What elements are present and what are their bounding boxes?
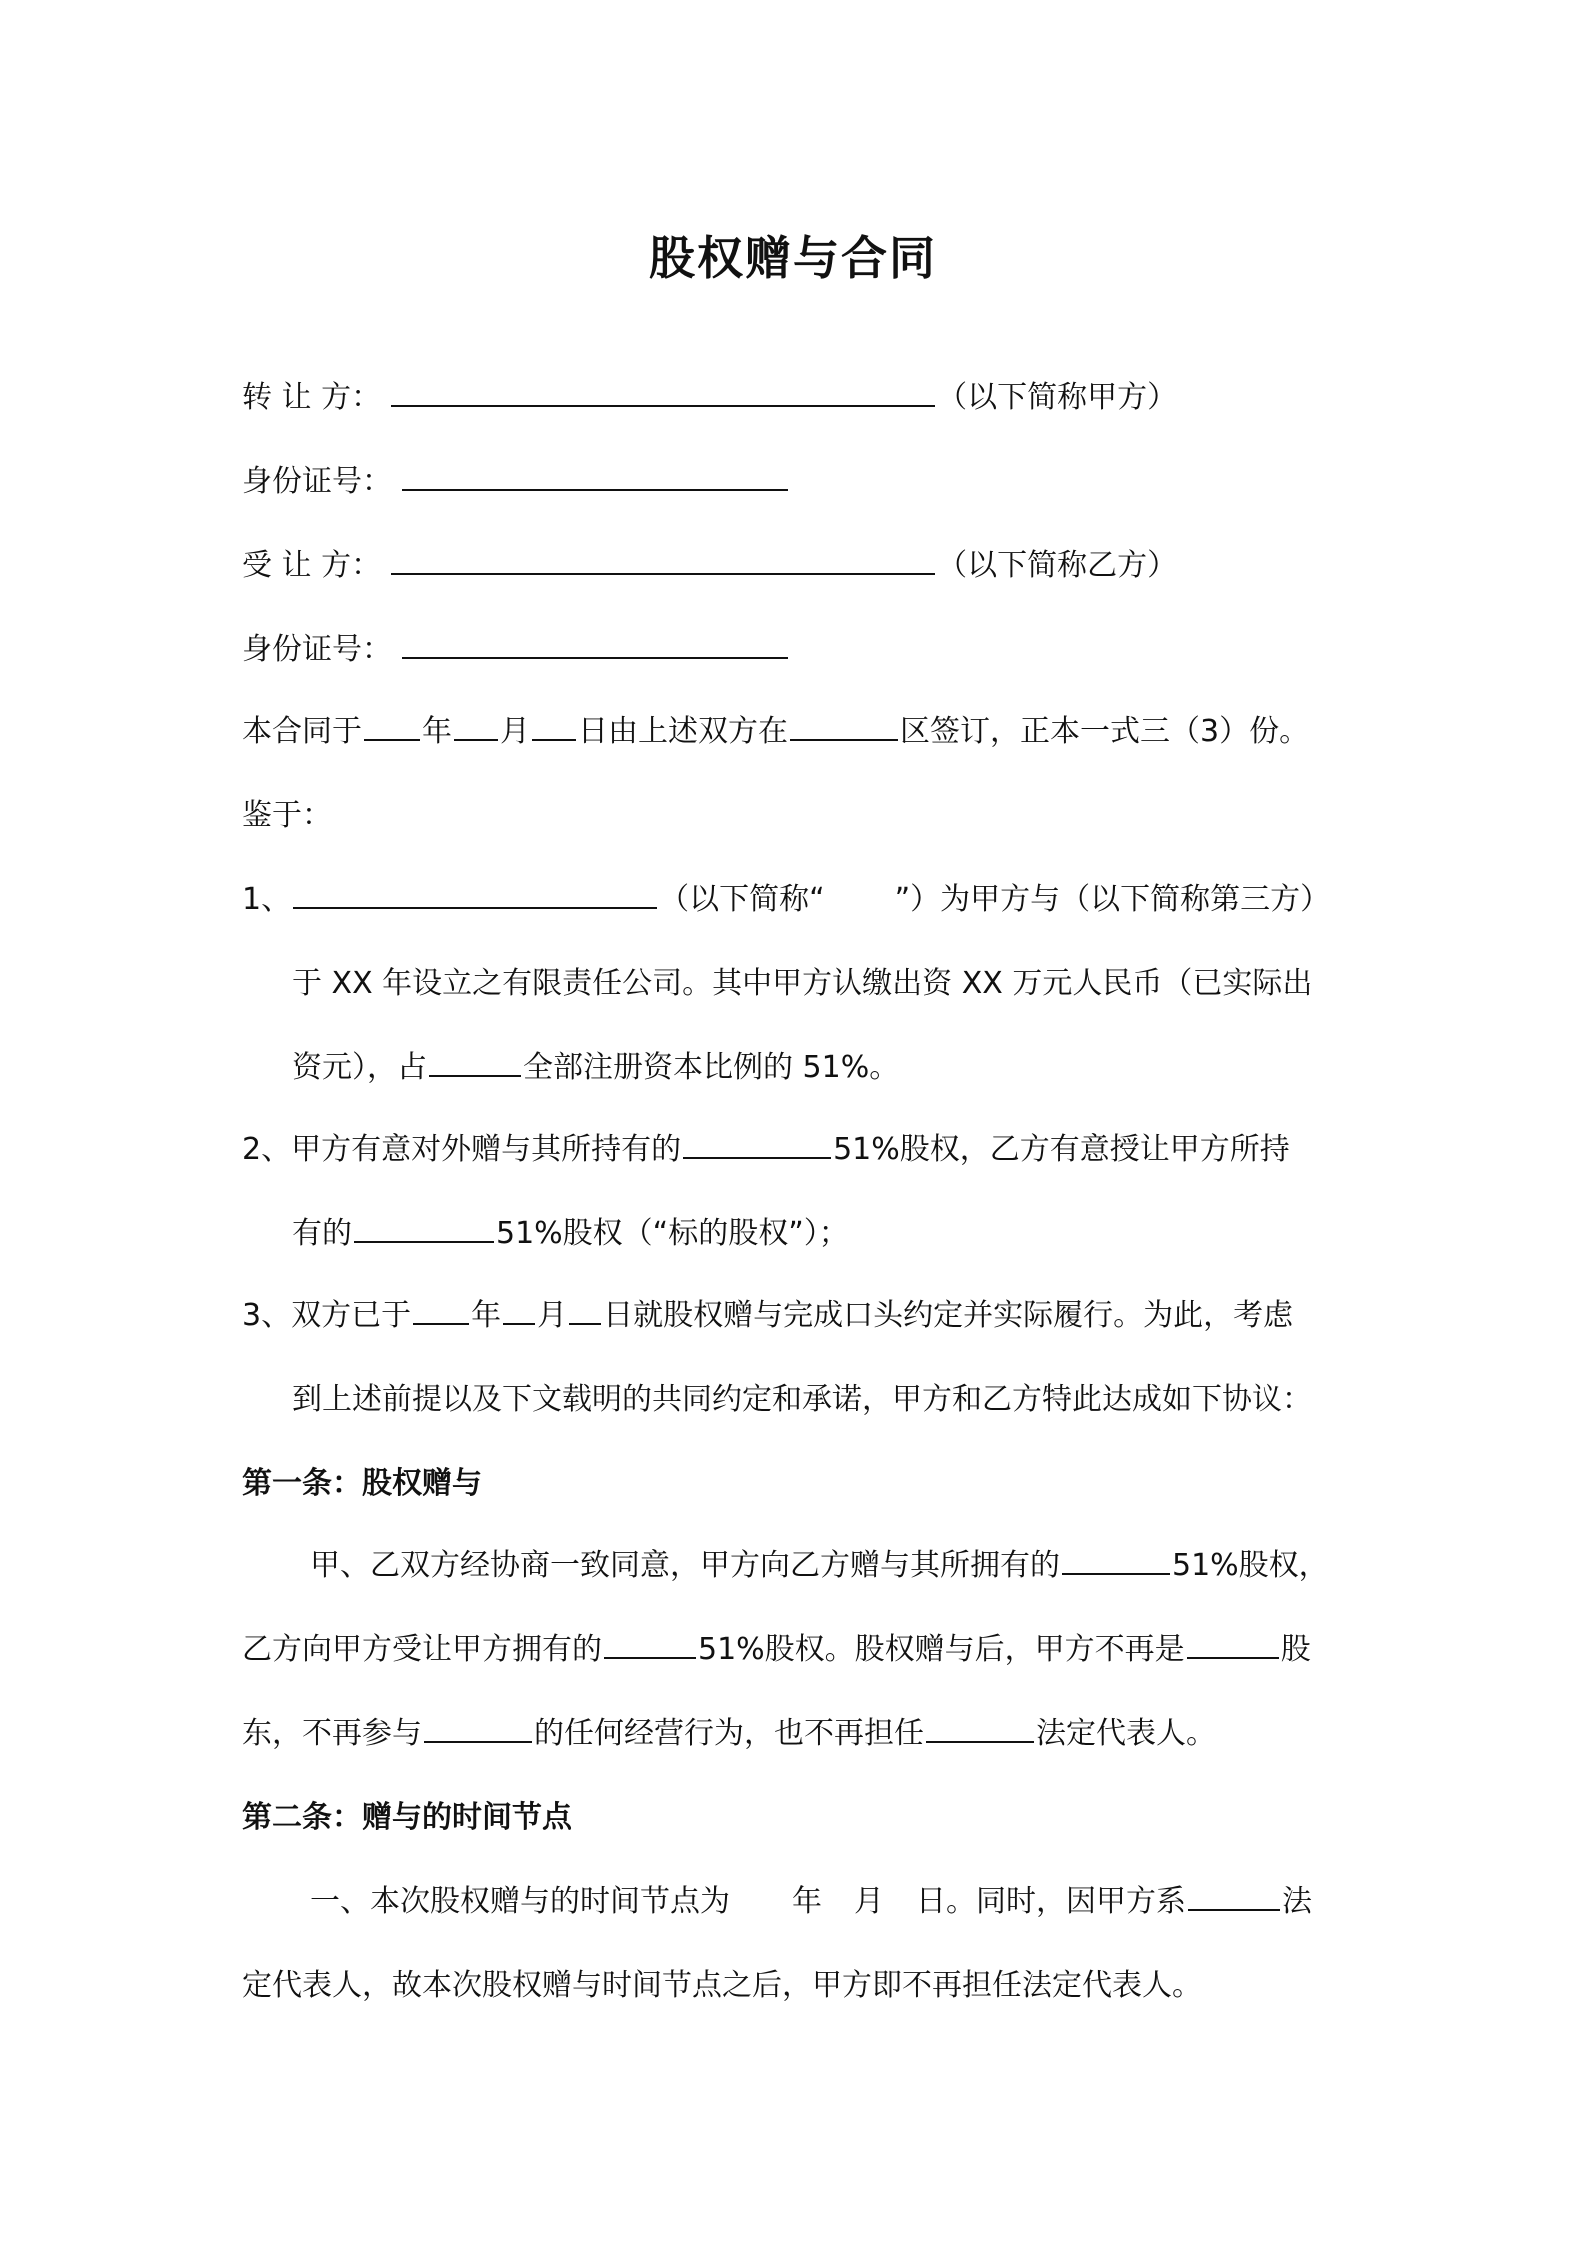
whereas-heading: 鉴于： — [242, 798, 332, 833]
item2-c: 有的 — [292, 1216, 352, 1251]
transferor-label: 转 让 方： — [242, 380, 382, 415]
id2-blank[interactable] — [402, 656, 788, 659]
signing-month-blank[interactable] — [454, 738, 498, 741]
article1-heading: 第一条：股权赠与 — [242, 1466, 482, 1501]
signing-p1: 本合同于 — [242, 714, 362, 749]
item2-num: 2、 — [242, 1132, 292, 1167]
item1-line1 — [242, 880, 1330, 920]
item2-line1 — [242, 1130, 1290, 1170]
item1-line3 — [292, 1048, 899, 1088]
item3-year: 年 — [471, 1298, 502, 1333]
signing-month: 月 — [500, 714, 530, 749]
item1-b: ”）为甲方与（以下简称第三方） — [894, 882, 1331, 917]
item2-blank1[interactable] — [683, 1156, 831, 1159]
item3-day-blank[interactable] — [569, 1322, 601, 1325]
item3-num: 3、 — [242, 1298, 292, 1333]
transferor-suffix: （以下简称甲方） — [937, 380, 1178, 415]
id2-label: 身份证号： — [242, 632, 392, 667]
item3-month: 月 — [537, 1298, 568, 1333]
article1-l2-a: 乙方向甲方受让甲方拥有的 — [242, 1632, 602, 1667]
transferee-row — [242, 546, 1177, 586]
article1-l2-b: 51%股权。股权赠与后，甲方不再是 — [698, 1632, 1185, 1667]
transferee-label: 受 让 方： — [242, 548, 382, 583]
article2-blank1[interactable] — [1188, 1908, 1280, 1911]
item3-b: 日就股权赠与完成口头约定并实际履行。为此，考虑 — [603, 1298, 1294, 1333]
contract-title: 股权赠与合同 — [649, 231, 937, 285]
signing-day: 日由上述双方在 — [578, 714, 788, 749]
article1-blank4[interactable] — [424, 1740, 532, 1743]
item2-blank2[interactable] — [354, 1240, 494, 1243]
article1-line3 — [242, 1714, 1216, 1754]
signing-place-blank[interactable] — [790, 738, 898, 741]
item2-b: 51%股权，乙方有意授让甲方所持 — [833, 1132, 1290, 1167]
article2-l1-day: 日。同时，因甲方系 — [916, 1884, 1186, 1919]
article1-blank1[interactable] — [1062, 1572, 1170, 1575]
article1-l1-b: 51%股权， — [1172, 1548, 1329, 1583]
transferee-suffix: （以下简称乙方） — [937, 548, 1178, 583]
id2-row — [242, 630, 790, 670]
transferor-blank[interactable] — [391, 404, 935, 407]
article2-l1-year: 年 — [792, 1884, 822, 1919]
article1-l3-c: 法定代表人。 — [1036, 1716, 1216, 1751]
article2-line1 — [310, 1882, 1312, 1922]
article1-blank5[interactable] — [926, 1740, 1034, 1743]
item3-year-blank[interactable] — [413, 1322, 469, 1325]
article2-l1-a: 一、本次股权赠与的时间节点为 — [310, 1884, 730, 1919]
article2-heading: 第二条：赠与的时间节点 — [242, 1800, 572, 1835]
signing-day-blank[interactable] — [532, 738, 576, 741]
item3-month-blank[interactable] — [503, 1322, 535, 1325]
id1-blank[interactable] — [402, 488, 788, 491]
id1-label: 身份证号： — [242, 464, 392, 499]
article2-l1-b: 法 — [1282, 1884, 1312, 1919]
transferee-blank[interactable] — [391, 572, 935, 575]
article2-l1-month: 月 — [854, 1884, 884, 1919]
signing-year-blank[interactable] — [364, 738, 420, 741]
item3-line1 — [242, 1296, 1293, 1336]
article1-line2 — [242, 1630, 1311, 1670]
item2-d: 51%股权（“标的股权”）； — [496, 1216, 849, 1251]
item1-e: 全部注册资本比例的 51%。 — [523, 1050, 900, 1085]
article1-l3-b: 的任何经营行为，也不再担任 — [534, 1716, 924, 1751]
item1-a: （以下简称“ — [659, 882, 825, 917]
article1-l3-a: 东，不再参与 — [242, 1716, 422, 1751]
article1-blank2[interactable] — [604, 1656, 696, 1659]
item2-line2 — [292, 1214, 849, 1254]
id1-row — [242, 462, 790, 502]
item1-share-blank[interactable] — [429, 1074, 521, 1077]
signing-p2: 区签订，正本一式三（3）份。 — [900, 714, 1310, 749]
item1-d: 资元），占 — [292, 1050, 427, 1085]
article1-line1 — [310, 1546, 1329, 1586]
article1-l1-a: 甲、乙双方经协商一致同意，甲方向乙方赠与其所拥有的 — [310, 1548, 1060, 1583]
signing-row — [242, 712, 1309, 752]
article1-l2-c: 股 — [1280, 1632, 1311, 1667]
transferor-row — [242, 378, 1177, 418]
item3-a: 双方已于 — [291, 1298, 412, 1333]
article1-blank3[interactable] — [1187, 1656, 1279, 1659]
item1-num: 1、 — [242, 882, 292, 917]
item2-a: 甲方有意对外赠与其所持有的 — [291, 1132, 682, 1167]
item1-line2: 于 XX 年设立之有限责任公司。其中甲方认缴出资 XX 万元人民币（已实际出 — [292, 966, 1313, 1001]
signing-year: 年 — [422, 714, 452, 749]
item3-line2: 到上述前提以及下文载明的共同约定和承诺，甲方和乙方特此达成如下协议： — [292, 1382, 1312, 1417]
article2-line2: 定代表人，故本次股权赠与时间节点之后，甲方即不再担任法定代表人。 — [242, 1968, 1202, 2003]
item1-company-blank[interactable] — [293, 906, 657, 909]
